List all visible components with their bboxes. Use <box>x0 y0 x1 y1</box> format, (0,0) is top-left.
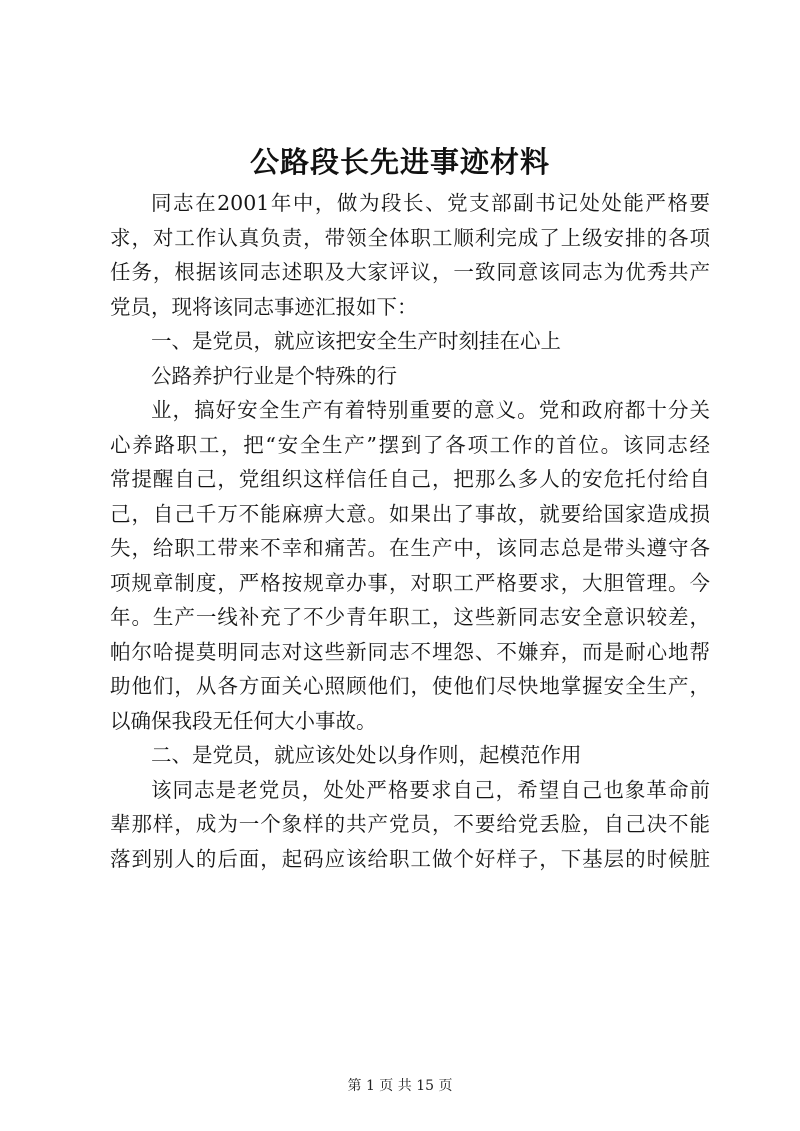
body-line: 项规章制度，严格按规章办事，对职工严格要求，大胆管理。今 <box>110 570 710 595</box>
body-line: 公路养护行业是个特殊的行 <box>151 363 397 388</box>
body-line: 心养路职工，把“安全生产”摆到了各项工作的首位。该同志经 <box>110 432 710 457</box>
body-line: 常提醒自己，党组织这样信任自己，把那么多人的安危托付给自 <box>110 467 710 491</box>
body-line: 业，搞好安全生产有着特别重要的意义。党和政府都十分关 <box>151 398 710 422</box>
body-line: 以确保我段无任何大小事故。 <box>110 708 377 733</box>
document-body <box>110 186 710 876</box>
body-line: 助他们，从各方面关心照顾他们，使他们尽快地掌握安全生产， <box>110 674 710 698</box>
body-line: 求，对工作认真负责，带领全体职工顺利完成了上级安排的各项 <box>110 225 710 250</box>
document-title: 公路段长先进事迹材料 <box>249 145 550 179</box>
body-line: 失，给职工带来不幸和痛苦。在生产中，该同志总是带头遵守各 <box>110 536 710 560</box>
section-heading: 二、是党员，就应该处处以身作则，起模范作用 <box>151 743 582 767</box>
page-footer: 第 1 页 共 15 页 <box>347 1078 453 1094</box>
body-line: 年。生产一线补充了不少青年职工，这些新同志安全意识较差， <box>110 605 710 629</box>
body-line: 己，自己千万不能麻痹大意。如果出了事故，就要给国家造成损 <box>110 501 710 526</box>
body-line: 落到别人的后面，起码应该给职工做个好样子，下基层的时候脏 <box>110 846 710 871</box>
body-line: 帕尔哈提莫明同志对这些新同志不埋怨、不嫌弃，而是耐心地帮 <box>110 639 710 664</box>
body-line: 同志在2001年中，做为段长、党支部副书记处处能严格要 <box>151 191 710 215</box>
body-line: 辈那样，成为一个象样的共产党员，不要给党丢脸，自己决不能 <box>110 812 710 836</box>
body-line: 党员，现将该同志事迹汇报如下： <box>110 294 418 319</box>
section-heading: 一、是党员，就应该把安全生产时刻挂在心上 <box>151 329 561 353</box>
body-line: 该同志是老党员，处处严格要求自己，希望自己也象革命前 <box>151 777 710 802</box>
body-line: 任务，根据该同志述职及大家评议，一致同意该同志为优秀共产 <box>110 260 710 284</box>
